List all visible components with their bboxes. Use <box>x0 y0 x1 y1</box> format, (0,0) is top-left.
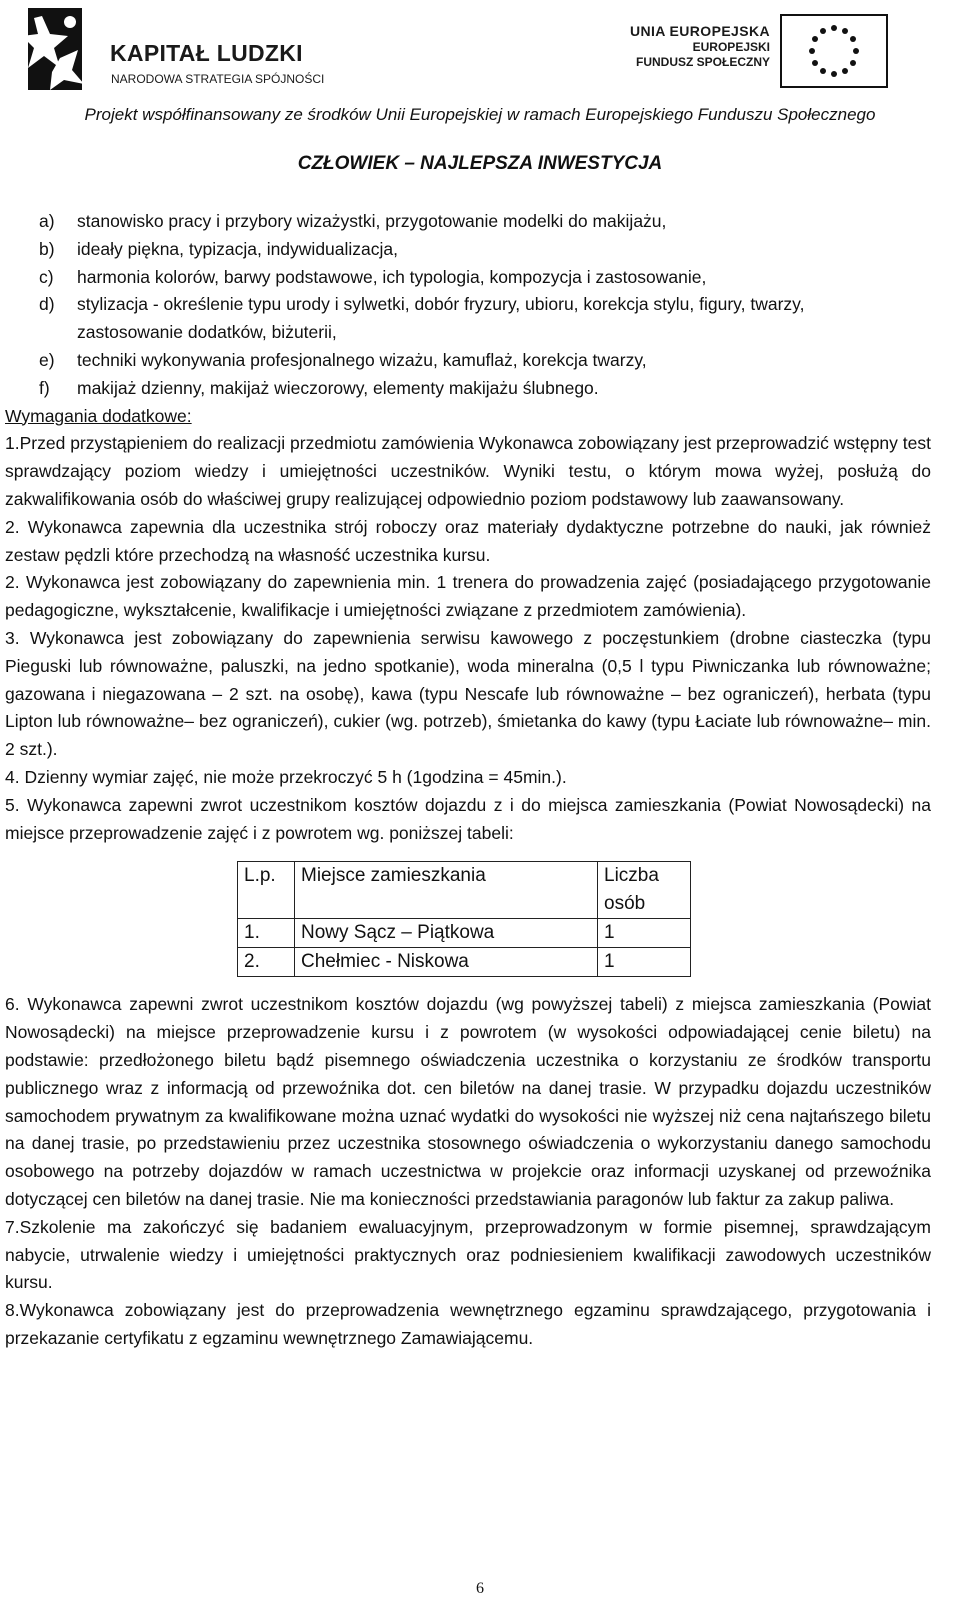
program-topics-list <box>5 208 931 403</box>
list-item-text: harmonia kolorów, barwy podstawowe, ich typologia, kompozycja i zastosowanie, <box>77 266 707 287</box>
list-letter: f) <box>39 377 50 398</box>
eu-logo-line1: UNIA EUROPEJSKA <box>629 23 770 39</box>
page-header <box>0 0 960 195</box>
eu-logo-line3: FUNDUSZ SPOŁECZNY <box>635 55 770 69</box>
list-letter: b) <box>39 238 55 259</box>
paragraph: 5. Wykonawca zapewni zwrot uczestnikom kosztów dojazdu z i do miejsca zamieszkania (Powiat Nowosądecki) na miejsce przeprowadzenie zajęć i z powrotem wg. poniższej tabeli: <box>5 794 931 843</box>
page-number: 6 <box>476 1580 484 1597</box>
paragraph: 7.Szkolenie ma zakończyć się badaniem ewaluacyjnym, przeprowadzonym w formie pisemnej, sprawdzającym nabycie, utrwalenie wiedzy i umiejętności praktycznych oraz podniesieniem kwalifikacji zawodowych uczestników kursu. <box>5 1216 931 1293</box>
list-item <box>5 208 931 236</box>
eu-logo-text <box>630 22 770 70</box>
list-item-text: makijaż dzienny, makijaż wieczorowy, elementy makijażu ślubnego. <box>77 377 599 398</box>
list-item <box>5 236 931 264</box>
table-cell: Nowy Sącz – Piątkowa <box>295 919 598 948</box>
kapital-ludzki-title: KAPITAŁ LUDZKI <box>110 40 303 66</box>
table-row <box>238 919 691 948</box>
table-header-cell: L.p. <box>238 862 295 919</box>
eu-flag-icon <box>780 14 888 88</box>
list-item <box>5 375 931 403</box>
paragraph: 3. Wykonawca jest zobowiązany do zapewnienia serwisu kawowego z poczęstunkiem (drobne ciasteczka (typu Pieguski lub równoważne, paluszki, na jedno spotkanie), woda mineralna (0,5 l typu Piwniczanka lub równoważne; gazowana i niegazowana – 2 szt. na osobę), kawa (typu Nescafe lub równoważne – bez ograniczeń), herbata (typu Lipton lub równoważne– bez ograniczeń), cukier (wg. potrzeb), śmietanka do kawy (typu Łaciate lub równoważne– min. 2 szt.). <box>5 627 931 760</box>
table-cell: Chełmiec - Niskowa <box>295 948 598 977</box>
list-item-text: stylizacja - określenie typu urody i sylwetki, dobór fryzury, ubioru, korekcja stylu, figury, twarzy, <box>77 294 805 315</box>
paragraph: 2. Wykonawca jest zobowiązany do zapewnienia min. 1 trenera do prowadzenia zajęć (posiadającego przygotowanie pedagogiczne, wykształcenie, kwalifikacje i umiejętności związane z przedmiotem zamówienia). <box>5 572 931 621</box>
requirements-heading: Wymagania dodatkowe: <box>5 405 192 426</box>
table-header-cell: Liczba osób <box>598 862 691 919</box>
table-cell: 1 <box>598 948 691 977</box>
document-body <box>5 208 931 1353</box>
travel-refund-table <box>237 861 691 977</box>
list-letter: c) <box>39 266 54 287</box>
kapital-ludzki-star-icon <box>20 6 90 96</box>
list-item <box>5 264 931 292</box>
eu-logo-line2: EUROPEJSKI <box>692 40 770 54</box>
table-row <box>238 948 691 977</box>
header-motto: CZŁOWIEK – NAJLEPSZA INWESTYCJA <box>297 153 663 174</box>
list-letter: e) <box>39 349 55 370</box>
list-item-text: ideały piękna, typizacja, indywidualizacja, <box>77 238 399 259</box>
paragraph: 2. Wykonawca zapewnia dla uczestnika strój roboczy oraz materiały dydaktyczne potrzebne do nauki, jak również zestaw pędzli które przechodzą na własność uczestnika kursu. <box>5 516 931 565</box>
paragraph: 1.Przed przystąpieniem do realizacji przedmiotu zamówienia Wykonawca zobowiązany jest przeprowadzić wstępny test sprawdzający poziom wiedzy i umiejętności uczestników. Wyniki testu, o którym mowa wyżej, posłużą do zakwalifikowania osób do właściwej grupy realizującej odpowiednio poziom podstawowy lub zaawansowany. <box>5 433 931 509</box>
list-item <box>5 347 931 375</box>
list-letter: a) <box>39 211 55 231</box>
table-cell: 1. <box>238 919 295 948</box>
eu-logo <box>600 14 930 94</box>
kapital-ludzki-subtitle: NARODOWA STRATEGIA SPÓJNOŚCI <box>111 72 325 86</box>
table-header-cell: Miejsce zamieszkania <box>295 862 598 919</box>
project-cofinancing-line: Projekt współfinansowany ze środków Unii Europejskiej w ramach Europejskiego Funduszu Społecznego <box>84 105 876 124</box>
table-header-row <box>238 862 691 919</box>
list-letter: d) <box>39 294 55 315</box>
list-item-text: stanowisko pracy i przybory wizażystki, przygotowanie modelki do makijażu, <box>77 211 667 231</box>
table-cell: 1 <box>598 919 691 948</box>
list-item-text: techniki wykonywania profesjonalnego wizażu, kamuflaż, korekcja twarzy, <box>77 349 647 370</box>
list-item-continuation: zastosowanie dodatków, biżuterii, <box>77 322 337 343</box>
kapital-ludzki-logo <box>20 6 350 96</box>
paragraph: 6. Wykonawca zapewni zwrot uczestnikom kosztów dojazdu (wg powyższej tabeli) z miejsca zamieszkania (Powiat Nowosądecki) na miejsce przeprowadzenie kursu i z powrotem (w wysokości odpowiadającej cenie biletu) na podstawie: przedłożonego biletu bądź pisemnego oświadczenia uczestnika o korzystaniu ze środków transportu publicznego wraz z informacją od przewoźnika dot. cen biletów na danej trasie. W przypadku dojazdu uczestników samochodem prywatnym za kwalifikowane można uznać wydatki do wysokości nie wyższej niż cena najtańszego biletu na danej trasie, po przedstawieniu przez uczestnika stosownego oświadczenia o wykorzystaniu danego samochodu osobowego na potrzeby dojazdów w ramach uczestnictwa w projekcie oraz informacji uzyskanej od przewoźnika dotyczącej cen biletów na danej trasie. Nie ma konieczności przedstawiania paragonów lub faktur za zakup paliwa. <box>5 994 931 1209</box>
list-item <box>5 291 931 347</box>
paragraph: 4. Dzienny wymiar zajęć, nie może przekroczyć 5 h (1godzina = 45min.). <box>5 766 567 787</box>
table-cell: 2. <box>238 948 295 977</box>
paragraph: 8.Wykonawca zobowiązany jest do przeprowadzenia wewnętrznego egzaminu sprawdzającego, przygotowania i przekazanie certyfikatu z egzaminu wewnętrznego Zamawiającemu. <box>5 1300 931 1348</box>
